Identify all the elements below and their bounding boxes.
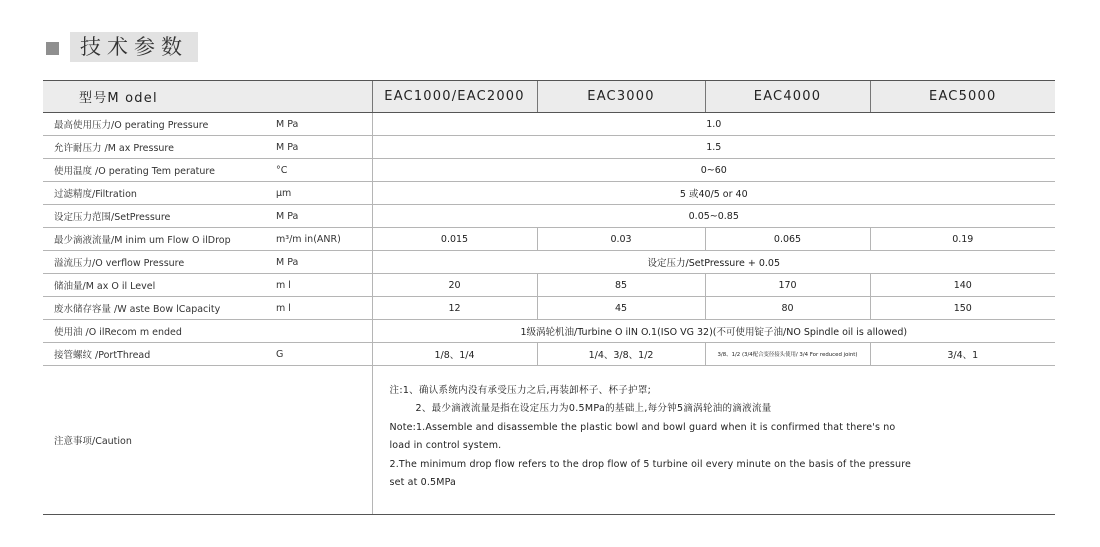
spec-table [43, 80, 1055, 515]
model-column-header: EAC1000/EAC2000 [372, 81, 537, 113]
caution-row [43, 366, 1055, 515]
param-name: 使用温度 /O perating Tem perature [43, 159, 274, 182]
model-header: 型号M odel [43, 81, 372, 113]
param-name: 储油量/M ax O il Level [43, 274, 274, 297]
param-unit: M Pa [274, 205, 372, 228]
table-row [43, 251, 1055, 274]
param-value: 12 [372, 297, 537, 320]
table-row [43, 136, 1055, 159]
caution-note-line: 注:1、确认系统内没有承受压力之后,再装卸杯子、杯子护罩; [389, 385, 652, 396]
model-column-header: EAC4000 [705, 81, 870, 113]
param-value: 140 [870, 274, 1055, 297]
param-name: 设定压力范围/SetPressure [43, 205, 274, 228]
model-column-header: EAC3000 [537, 81, 705, 113]
param-value: 0.19 [870, 228, 1055, 251]
heading-square-icon [46, 42, 59, 55]
table-row [43, 228, 1055, 251]
param-value: 80 [705, 297, 870, 320]
param-value: 45 [537, 297, 705, 320]
param-value: 170 [705, 274, 870, 297]
heading-title: 技术参数 [70, 32, 198, 62]
param-name: 溢流压力/O verflow Pressure [43, 251, 274, 274]
param-value: 0.05~0.85 [372, 205, 1055, 228]
param-name: 废水储存容量 /W aste Bow lCapacity [43, 297, 274, 320]
param-name: 过滤精度/Filtration [43, 182, 274, 205]
param-unit: °C [274, 159, 372, 182]
spec-table-body [43, 81, 1055, 515]
param-value: 1.5 [372, 136, 1055, 159]
caution-label: 注意事项/Caution [43, 366, 372, 515]
param-name: 使用油 /O ilRecom m ended [43, 320, 274, 343]
param-value: 0.015 [372, 228, 537, 251]
caution-note-line: set at 0.5MPa [389, 477, 456, 489]
param-value: 3/4、1 [870, 343, 1055, 366]
caution-note-line: load in control system. [389, 440, 502, 452]
table-row [43, 320, 1055, 343]
param-value: 0.03 [537, 228, 705, 251]
header-row [43, 81, 1055, 113]
param-unit: M Pa [274, 251, 372, 274]
param-unit: m l [274, 274, 372, 297]
section-heading [46, 32, 198, 62]
param-value: 1级涡轮机油/Turbine O ilN O.1(ISO VG 32)(不可使用锭子油/NO Spindle oil is allowed) [372, 320, 1055, 343]
param-unit: G [274, 343, 372, 366]
caution-notes [372, 366, 1055, 515]
caution-note-line: 2、最少滴液流量是指在设定压力为0.5MPa的基础上,每分钟5滴涡轮油的滴液流量 [415, 403, 772, 415]
param-name: 最少滴液流量/M inim um Flow O ilDrop [43, 228, 274, 251]
param-value: 1/8、1/4 [372, 343, 537, 366]
caution-note-line: Note:1.Assemble and disassemble the plastic bowl and bowl guard when it is confirmed that there's no [389, 421, 896, 433]
table-row [43, 113, 1055, 136]
param-name: 最高使用压力/O perating Pressure [43, 113, 274, 136]
param-unit: M Pa [274, 136, 372, 159]
param-unit [274, 320, 372, 343]
table-row [43, 182, 1055, 205]
param-unit: μm [274, 182, 372, 205]
param-unit: M Pa [274, 113, 372, 136]
param-value: 85 [537, 274, 705, 297]
param-value: 150 [870, 297, 1055, 320]
param-value: 0.065 [705, 228, 870, 251]
caution-note-line: 2.The minimum drop flow refers to the drop flow of 5 turbine oil every minute on the basis of the pressure [389, 458, 912, 470]
param-value: 20 [372, 274, 537, 297]
param-name: 允许耐压力 /M ax Pressure [43, 136, 274, 159]
param-value: 0~60 [372, 159, 1055, 182]
table-row [43, 274, 1055, 297]
param-value: 3/8、1/2 (3/4配合变径接头使用/ 3/4 For reduced joint) [705, 343, 870, 366]
param-unit: m³/m in(ANR) [274, 228, 372, 251]
param-value: 设定压力/SetPressure + 0.05 [372, 251, 1055, 274]
param-unit: m l [274, 297, 372, 320]
param-name: 接管螺纹 /PortThread [43, 343, 274, 366]
param-value: 1.0 [372, 113, 1055, 136]
table-row [43, 297, 1055, 320]
table-row [43, 205, 1055, 228]
table-row [43, 159, 1055, 182]
model-column-header: EAC5000 [870, 81, 1055, 113]
param-value: 5 或40/5 or 40 [372, 182, 1055, 205]
param-value: 1/4、3/8、1/2 [537, 343, 705, 366]
table-row [43, 343, 1055, 366]
